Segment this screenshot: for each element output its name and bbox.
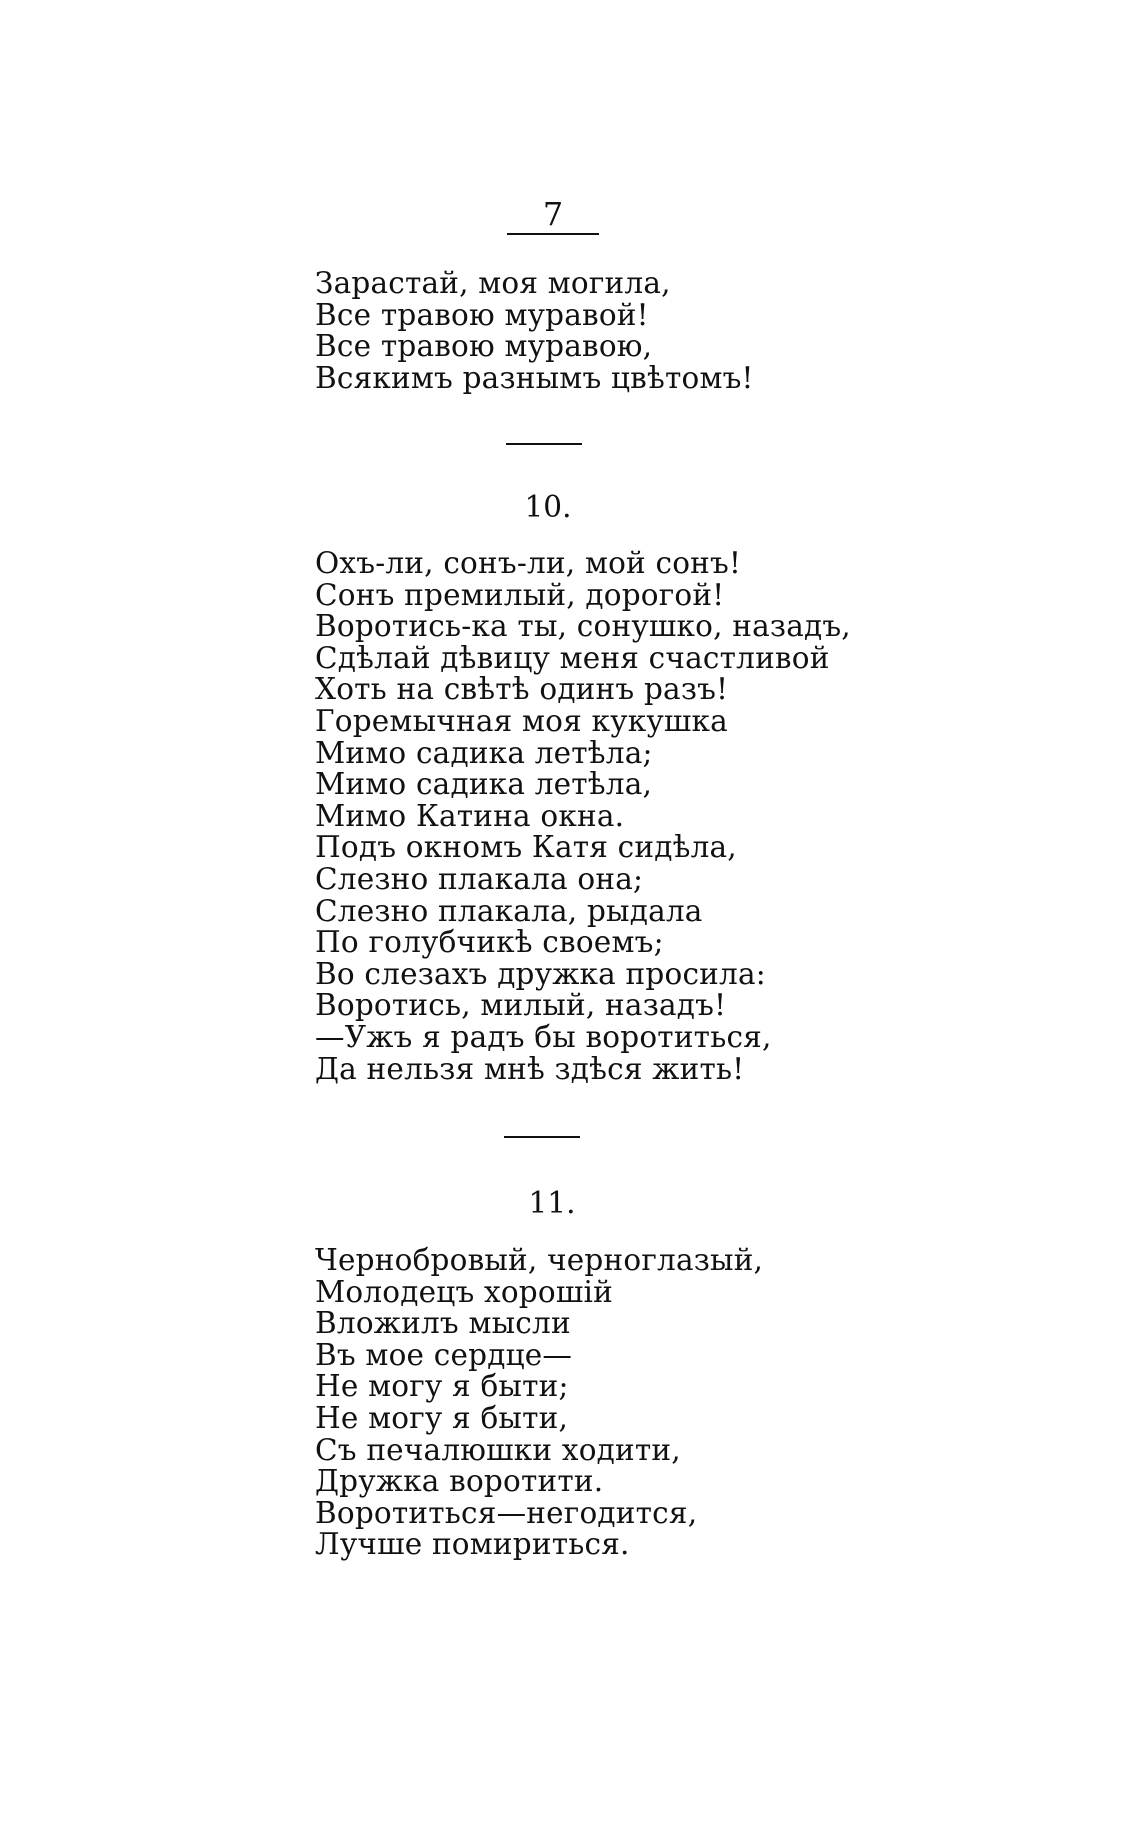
poem-line: Мимо садика летѣла,: [315, 767, 653, 802]
poem-line: Лучше помириться.: [315, 1527, 630, 1562]
poem-line: Сдѣлай дѣвицу меня счастливой: [315, 640, 830, 675]
poem-line: Мимо Катина окна.: [315, 798, 625, 833]
section-divider: [506, 443, 582, 445]
poem-line: —Ужъ я радъ бы воротиться,: [315, 1019, 772, 1054]
poem-line: Охъ-ли, сонъ-ли, мой сонъ!: [315, 546, 742, 580]
poem-stanza: [315, 1245, 763, 1561]
poem-line: Слезно плакала, рыдала: [315, 893, 703, 928]
poem-line: Хоть на свѣтѣ одинъ разъ!: [315, 672, 729, 707]
poem-line: Во слезахъ дружка просила:: [315, 956, 766, 991]
poem-line: Въ мое сердце—: [315, 1337, 573, 1372]
poem-line: Мимо садика летѣла;: [315, 735, 653, 770]
poem-line: Все травою муравою,: [315, 329, 653, 364]
poem-line: Слезно плакала она;: [315, 861, 644, 896]
poem-line: Вложилъ мысли: [315, 1306, 571, 1341]
poem-line: Подъ окномъ Катя сидѣла,: [315, 830, 737, 865]
poem-line: Не могу я быти,: [315, 1400, 569, 1435]
poem-line: Не могу я быти;: [315, 1369, 569, 1404]
poem-line: Да нельзя мнѣ здѣся жить!: [315, 1051, 745, 1086]
poem-line: Воротиться—негодится,: [315, 1495, 698, 1530]
poem-line: Всякимъ разнымъ цвѣтомъ!: [315, 360, 754, 395]
section-heading: 10.: [524, 490, 572, 524]
poem-line: Горемычная моя кукушка: [315, 703, 728, 738]
poem-line: Дружка воротити.: [315, 1464, 604, 1499]
section-heading: 11.: [528, 1186, 576, 1220]
poem-line: Воротись, милый, назадъ!: [315, 988, 727, 1023]
poem-line: Молодецъ хорошій: [315, 1274, 613, 1309]
poem-line: Чернобровый, черноглазый,: [315, 1243, 764, 1277]
section-divider: [504, 1136, 580, 1138]
poem-line: По голубчикѣ своемъ;: [315, 925, 664, 960]
page-number: 7: [507, 196, 599, 235]
poem-line: Сонъ премилый, дорогой!: [315, 577, 725, 612]
poem-line: Зарастай, моя могила,: [315, 266, 671, 300]
poem-line: Воротись-ка ты, сонушко, назадъ,: [315, 609, 851, 644]
poem-stanza: [315, 548, 851, 1085]
poem-line: Съ печалюшки ходити,: [315, 1432, 681, 1467]
poem-line: Все травою муравой!: [315, 297, 649, 332]
poem-stanza: [315, 268, 754, 394]
